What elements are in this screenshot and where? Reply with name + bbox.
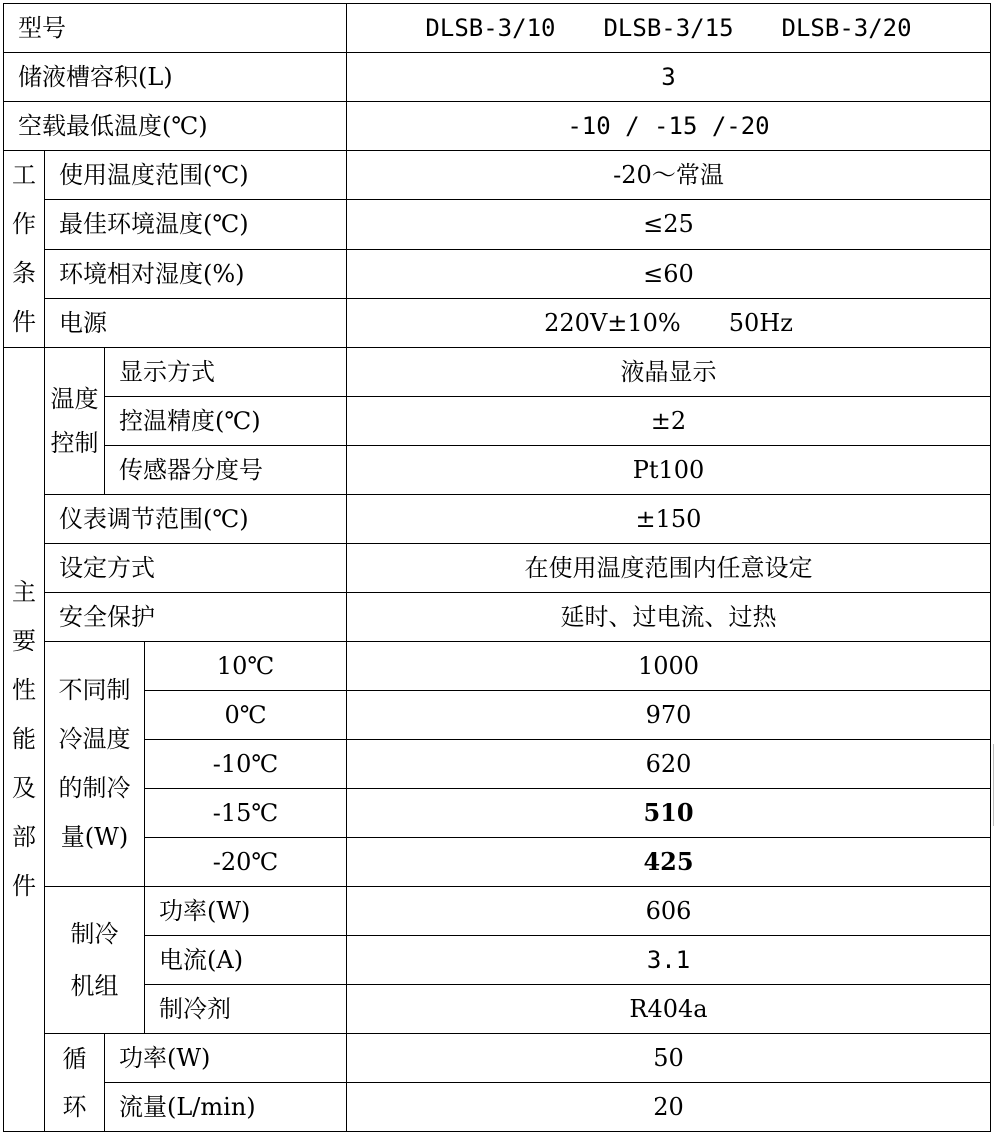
- best-ambient-temp-label: 最佳环境温度(℃): [45, 200, 347, 249]
- min-temp-label: 空载最低温度(℃): [4, 102, 347, 151]
- safety-value: 延时、过电流、过热: [347, 593, 991, 642]
- reservoir-row: [4, 53, 991, 102]
- safety-row: [4, 593, 991, 642]
- control-accuracy-value: ±2: [347, 397, 991, 446]
- temp-control-row: [4, 446, 991, 495]
- circulation-power-label: 功率(W): [105, 1034, 347, 1083]
- refrigerant-value: R404a: [347, 985, 991, 1034]
- setting-mode-label: 设定方式: [45, 544, 347, 593]
- circulation-flow-value: 20: [347, 1083, 991, 1132]
- cooling-capacity-value: 1000: [347, 642, 991, 691]
- cooling-capacity-value: 970: [347, 691, 991, 740]
- page-edge-divider: [993, 744, 994, 826]
- refrigerant-label: 制冷剂: [145, 985, 347, 1034]
- model-item: DLSB-3/10: [425, 14, 556, 42]
- cooling-temp-label: -10℃: [145, 740, 347, 789]
- cooling-capacity-row: [4, 838, 991, 887]
- circulation-row: [4, 1034, 991, 1083]
- instrument-range-label: 仪表调节范围(℃): [45, 495, 347, 544]
- refrigeration-unit-group-label: 制冷 机组: [45, 887, 145, 1034]
- unit-power-label: 功率(W): [145, 887, 347, 936]
- cooling-capacity-value: 620: [347, 740, 991, 789]
- refrigeration-unit-row: [4, 936, 991, 985]
- cooling-capacity-row: [4, 642, 991, 691]
- sensor-type-label: 传感器分度号: [105, 446, 347, 495]
- model-item: DLSB-3/15: [603, 14, 734, 42]
- temp-control-row: [4, 348, 991, 397]
- control-accuracy-label: 控温精度(℃): [105, 397, 347, 446]
- refrigeration-unit-row: [4, 887, 991, 936]
- display-mode-label: 显示方式: [105, 348, 347, 397]
- working-condition-row: [4, 249, 991, 298]
- min-temp-value: -10 / -15 /-20: [347, 102, 991, 151]
- temp-control-row: [4, 397, 991, 446]
- reservoir-label: 储液槽容积(L): [4, 53, 347, 102]
- working-condition-row: [4, 151, 991, 200]
- sensor-type-value: Pt100: [347, 446, 991, 495]
- ambient-humidity-value: ≤60: [347, 249, 991, 298]
- temp-control-group-label: 温度 控制: [45, 348, 105, 495]
- cooling-temp-label: 10℃: [145, 642, 347, 691]
- circulation-power-value: 50: [347, 1034, 991, 1083]
- cooling-capacity-row: [4, 691, 991, 740]
- circulation-group-label: 循 环: [45, 1034, 105, 1132]
- cooling-temp-label: 0℃: [145, 691, 347, 740]
- unit-current-value: 3.1: [347, 936, 991, 985]
- model-row: [4, 4, 991, 53]
- setting-mode-row: [4, 544, 991, 593]
- cooling-capacity-value: 510: [347, 789, 991, 838]
- working-condition-row: [4, 200, 991, 249]
- model-label: 型号: [4, 4, 347, 53]
- min-temp-row: [4, 102, 991, 151]
- use-temp-range-label: 使用温度范围(℃): [45, 151, 347, 200]
- ambient-humidity-label: 环境相对湿度(%): [45, 249, 347, 298]
- working-conditions-category: 工 作 条 件: [4, 151, 45, 348]
- reservoir-value: 3: [347, 53, 991, 102]
- unit-power-value: 606: [347, 887, 991, 936]
- instrument-range-row: [4, 495, 991, 544]
- cooling-temp-label: -20℃: [145, 838, 347, 887]
- refrigeration-unit-row: [4, 985, 991, 1034]
- setting-mode-value: 在使用温度范围内任意设定: [347, 544, 991, 593]
- main-performance-category: 主 要 性 能 及 部 件: [4, 348, 45, 1132]
- cooling-capacity-row: [4, 740, 991, 789]
- circulation-row: [4, 1083, 991, 1132]
- circulation-flow-label: 流量(L/min): [105, 1083, 347, 1132]
- power-supply-label: 电源: [45, 298, 347, 347]
- cooling-capacity-value: 425: [347, 838, 991, 887]
- cooling-capacity-row: [4, 789, 991, 838]
- best-ambient-temp-value: ≤25: [347, 200, 991, 249]
- spec-table: [3, 3, 991, 1132]
- cooling-capacity-group-label: 不同制 冷温度 的制冷 量(W): [45, 642, 145, 887]
- model-item: DLSB-3/20: [781, 14, 912, 42]
- cooling-temp-label: -15℃: [145, 789, 347, 838]
- display-mode-value: 液晶显示: [347, 348, 991, 397]
- power-supply-value: 220V±10% 50Hz: [347, 298, 991, 347]
- working-condition-row: [4, 298, 991, 347]
- unit-current-label: 电流(A): [145, 936, 347, 985]
- instrument-range-value: ±150: [347, 495, 991, 544]
- model-list: [347, 4, 991, 53]
- safety-label: 安全保护: [45, 593, 347, 642]
- use-temp-range-value: -20～常温: [347, 151, 991, 200]
